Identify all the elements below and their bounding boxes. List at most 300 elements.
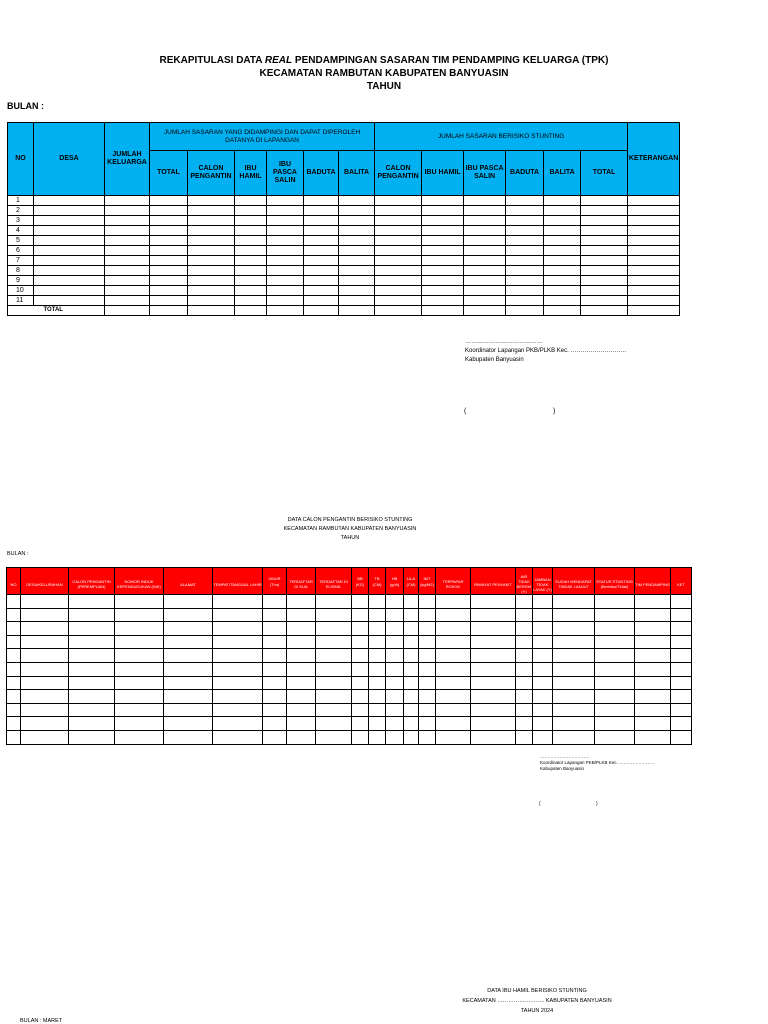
header-label: TERPAPAR ROKOK: [442, 579, 464, 589]
table-cell: [213, 608, 263, 622]
table-cell: [581, 196, 628, 206]
table-cell: [164, 676, 213, 690]
table-row: [8, 256, 680, 266]
header-no: NO: [8, 123, 34, 196]
table-cell: [544, 286, 581, 296]
table-cell: [581, 306, 628, 316]
table-cell: [316, 608, 352, 622]
header-group-didampingi: JUMLAH SASARAN YANG DIDAMPINGI DAN DAPAT DIPEROLEH DATANYA DI LAPANGAN: [150, 123, 375, 151]
header-cell: [595, 568, 635, 595]
table-cell: [8, 306, 34, 316]
table-cell: [375, 226, 422, 236]
table-row: [8, 216, 680, 226]
table-cell: [635, 608, 671, 622]
table-cell: [115, 622, 164, 636]
table-cell: [404, 676, 419, 690]
table-cell: [188, 196, 235, 206]
table-cell: [263, 649, 287, 663]
table-cell: [150, 236, 188, 246]
table-cell: [235, 236, 267, 246]
row-number: 10: [8, 286, 34, 296]
table-cell: [21, 635, 69, 649]
table-cell: [404, 703, 419, 717]
table-cell: [553, 622, 595, 636]
table-cell: [304, 306, 339, 316]
table-cell: [419, 730, 436, 744]
table-cell: [287, 608, 316, 622]
table-cell: [464, 216, 506, 226]
table-cell: [21, 622, 69, 636]
table-cell: [516, 676, 533, 690]
table-cell: [34, 246, 105, 256]
table-cell: [339, 236, 375, 246]
table-cell: [595, 622, 635, 636]
table-cell: [671, 635, 692, 649]
table-cell: [69, 635, 115, 649]
table-cell: [422, 296, 464, 306]
total-label: TOTAL: [34, 306, 105, 316]
table-cell: [352, 690, 369, 704]
table-cell: [339, 256, 375, 266]
table-cell: [304, 196, 339, 206]
table-cell: [188, 206, 235, 216]
table-cell: [533, 622, 553, 636]
table-cell: [235, 286, 267, 296]
table-cell: [375, 256, 422, 266]
table-cell: [34, 256, 105, 266]
table-cell: [544, 246, 581, 256]
header-label: TERDAFTAR DI KUA: [289, 579, 313, 589]
header-cell: [553, 568, 595, 595]
table-cell: [628, 296, 680, 306]
table-cell: [544, 206, 581, 216]
header-label: KET: [677, 581, 685, 587]
table-cell: [188, 236, 235, 246]
table-cell: [69, 717, 115, 731]
header-cell: [635, 568, 671, 595]
table-cell: [164, 622, 213, 636]
table-cell: [386, 676, 404, 690]
table-cell: [628, 236, 680, 246]
table-cell: [635, 662, 671, 676]
table-cell: [581, 276, 628, 286]
table-cell: [7, 676, 21, 690]
table-cell: [213, 717, 263, 731]
table-cell: [263, 676, 287, 690]
table-cell: [386, 730, 404, 744]
table-cell: [422, 226, 464, 236]
table-cell: [516, 622, 533, 636]
table-cell: [105, 246, 150, 256]
table-cell: [267, 306, 304, 316]
table-cell: [628, 216, 680, 226]
table-row: [8, 196, 680, 206]
table-cell: [369, 703, 386, 717]
signature-paren-open: (: [464, 408, 467, 415]
row-number: 1: [8, 196, 34, 206]
row-number: 4: [8, 226, 34, 236]
table-cell: [115, 703, 164, 717]
table-cell: [506, 226, 544, 236]
table-cell: [635, 690, 671, 704]
header-cell: [533, 568, 553, 595]
table-cell: [105, 226, 150, 236]
table-cell: [164, 608, 213, 622]
table-cell: [69, 703, 115, 717]
table-cell: [628, 276, 680, 286]
table-cell: [628, 206, 680, 216]
table-cell: [581, 256, 628, 266]
header-top-label: TB: [374, 575, 380, 581]
table-cell: [553, 690, 595, 704]
table-cell: [506, 286, 544, 296]
table-cell: [581, 226, 628, 236]
table-cell: [595, 703, 635, 717]
table-cell: [164, 690, 213, 704]
header-cell: [69, 568, 115, 595]
table-cell: [213, 662, 263, 676]
table-row: [7, 717, 692, 731]
table-cell: [581, 246, 628, 256]
table-cell: [287, 676, 316, 690]
table-cell: [105, 216, 150, 226]
header-label: TIM PENDAMPING: [635, 581, 670, 587]
table-cell: [369, 717, 386, 731]
table-cell: [213, 703, 263, 717]
table-cell: [164, 662, 213, 676]
table-cell: [464, 276, 506, 286]
row-number: 9: [8, 276, 34, 286]
table-cell: [287, 622, 316, 636]
table-cell: [581, 266, 628, 276]
table-cell: [164, 730, 213, 744]
table-cell: [267, 226, 304, 236]
table-cell: [105, 196, 150, 206]
table-cell: [375, 296, 422, 306]
table-cell: [69, 730, 115, 744]
table-cell: [69, 608, 115, 622]
table-cell: [628, 246, 680, 256]
table-cell: [115, 690, 164, 704]
table-cell: [369, 730, 386, 744]
header-top-label: UMUR: [268, 575, 281, 581]
title-part: REKAPITULASI DATA: [159, 55, 265, 66]
table-cell: [287, 730, 316, 744]
table-cell: [105, 256, 150, 266]
table-cell: [115, 635, 164, 649]
table-cell: [115, 595, 164, 609]
table-cell: [628, 266, 680, 276]
table-cell: [628, 226, 680, 236]
table-cell: [287, 595, 316, 609]
report2-title-line1: DATA CALON PENGANTIN BERISIKO STUNTING: [287, 517, 413, 523]
row-number: 8: [8, 266, 34, 276]
table-cell: [516, 608, 533, 622]
table-cell: [69, 649, 115, 663]
table-cell: [7, 622, 21, 636]
table-cell: [436, 635, 471, 649]
header-label: (CM): [406, 581, 416, 587]
title-emphasis: REAL: [264, 55, 293, 66]
table-cell: [34, 196, 105, 206]
table-cell: [386, 662, 404, 676]
table-cell: [436, 595, 471, 609]
table-cell: [164, 649, 213, 663]
table-cell: [544, 296, 581, 306]
table-cell: [188, 226, 235, 236]
table-cell: [506, 216, 544, 226]
report2-table: [6, 567, 692, 745]
table-cell: [533, 649, 553, 663]
report1-title-line1: [0, 54, 768, 67]
table-cell: [164, 595, 213, 609]
table-cell: [422, 256, 464, 266]
table-cell: [287, 635, 316, 649]
report3-title: [387, 986, 687, 1016]
table-cell: [553, 717, 595, 731]
table-cell: [150, 216, 188, 226]
table-cell: [471, 730, 516, 744]
table-cell: [115, 608, 164, 622]
header-cell: [213, 568, 263, 595]
table-cell: [595, 676, 635, 690]
table-cell: [436, 717, 471, 731]
table-cell: [352, 676, 369, 690]
table-cell: [464, 306, 506, 316]
table-cell: [316, 690, 352, 704]
table-cell: [188, 296, 235, 306]
table-cell: [464, 286, 506, 296]
report2-bulan-label: BULAN :: [7, 551, 29, 557]
table-cell: [671, 676, 692, 690]
table-cell: [516, 690, 533, 704]
table-cell: [422, 266, 464, 276]
table-cell: [419, 635, 436, 649]
header-label: TERDAFTAR DI ELSIMIL: [319, 579, 348, 589]
signature-regency: Kabupaten Banyuasin: [540, 766, 585, 771]
table-cell: [533, 608, 553, 622]
table-cell: [404, 662, 419, 676]
table-cell: [164, 717, 213, 731]
table-cell: [105, 236, 150, 246]
header-jumlah-keluarga: JUMLAH KELUARGA: [105, 123, 150, 196]
table-cell: [316, 676, 352, 690]
table-cell: [533, 717, 553, 731]
table-cell: [581, 206, 628, 216]
table-cell: [436, 690, 471, 704]
report2-signature: [540, 754, 655, 772]
table-cell: [21, 717, 69, 731]
header-cell: [352, 568, 369, 595]
table-cell: [386, 608, 404, 622]
table-cell: [105, 206, 150, 216]
header-cell: [287, 568, 316, 595]
table-cell: [34, 206, 105, 216]
table-cell: [7, 635, 21, 649]
header-g1-ibu-hamil: IBU HAMIL: [235, 151, 267, 196]
table-cell: [471, 717, 516, 731]
table-cell: [69, 595, 115, 609]
table-cell: [316, 717, 352, 731]
table-cell: [213, 690, 263, 704]
table-cell: [304, 296, 339, 306]
table-cell: [339, 196, 375, 206]
table-cell: [436, 662, 471, 676]
header-cell: [516, 568, 533, 595]
header-label: (g/dl): [389, 581, 400, 587]
table-cell: [635, 622, 671, 636]
table-cell: [422, 236, 464, 246]
header-label: TEMPAT/TANGGAL LAHIR: [213, 581, 262, 587]
table-cell: [419, 595, 436, 609]
table-cell: [464, 226, 506, 236]
row-number: 11: [8, 296, 34, 306]
header-g2-ibu-pasca-salin: IBU PASCA SALIN: [464, 151, 506, 196]
table-cell: [671, 622, 692, 636]
table-cell: [150, 296, 188, 306]
header-cell: [316, 568, 352, 595]
table-cell: [150, 256, 188, 266]
table-cell: [544, 196, 581, 206]
table-row: [7, 595, 692, 609]
table-cell: [316, 730, 352, 744]
table-cell: [150, 206, 188, 216]
header-label: RIWAYAT PENYAKIT: [474, 581, 512, 587]
table-row: [8, 246, 680, 256]
table-cell: [304, 226, 339, 236]
table-cell: [304, 276, 339, 286]
report1-title: [0, 54, 768, 93]
header-cell: [436, 568, 471, 595]
table-cell: [422, 216, 464, 226]
report2-title-line3: TAHUN: [340, 535, 360, 541]
table-cell: [595, 649, 635, 663]
header-label: AIR TIDAK BERSIH (Y): [516, 574, 532, 594]
table-cell: [553, 649, 595, 663]
header-label: (kg/M2): [420, 581, 434, 587]
table-cell: [287, 662, 316, 676]
table-cell: [369, 595, 386, 609]
table-cell: [21, 608, 69, 622]
table-row: [8, 296, 680, 306]
table-cell: [304, 286, 339, 296]
table-cell: [267, 236, 304, 246]
table-cell: [267, 276, 304, 286]
table-cell: [516, 635, 533, 649]
header-cell: [369, 568, 386, 595]
table-row: [8, 286, 680, 296]
table-cell: [188, 276, 235, 286]
table-cell: [386, 717, 404, 731]
table-row: [7, 662, 692, 676]
header-g1-calon-pengantin: CALON PENGANTIN: [188, 151, 235, 196]
table-cell: [506, 246, 544, 256]
table-cell: [352, 662, 369, 676]
header-g2-baduta: BADUTA: [506, 151, 544, 196]
signature-dots: …………………………………: [465, 339, 543, 345]
table-row: [8, 276, 680, 286]
report1-table: [7, 122, 680, 316]
table-cell: [34, 296, 105, 306]
table-cell: [404, 730, 419, 744]
table-cell: [7, 730, 21, 744]
table-cell: [150, 306, 188, 316]
table-cell: [316, 635, 352, 649]
table-cell: [21, 649, 69, 663]
signature-coordinator: Koordinator Lapangan PKB/PLKB Kec. ……………………….: [465, 348, 627, 354]
table-row: [8, 226, 680, 236]
table-cell: [69, 622, 115, 636]
table-cell: [316, 595, 352, 609]
table-cell: [386, 690, 404, 704]
header-cell: [7, 568, 21, 595]
table-cell: [375, 286, 422, 296]
table-cell: [7, 690, 21, 704]
table-cell: [422, 276, 464, 286]
table-cell: [635, 649, 671, 663]
table-cell: [516, 717, 533, 731]
header-keterangan: KETERANGAN: [628, 123, 680, 196]
header-cell: [471, 568, 516, 595]
table-cell: [339, 306, 375, 316]
table-cell: [304, 256, 339, 266]
report3-title-line1: DATA IBU HAMIL BERISIKO STUNTING: [487, 988, 587, 994]
table-cell: [533, 690, 553, 704]
header-cell: [404, 568, 419, 595]
table-cell: [506, 296, 544, 306]
table-cell: [316, 662, 352, 676]
table-cell: [404, 595, 419, 609]
table-cell: [671, 662, 692, 676]
header-label: (CM): [372, 581, 382, 587]
table-cell: [164, 635, 213, 649]
row-number: 3: [8, 216, 34, 226]
table-cell: [267, 206, 304, 216]
table-cell: [419, 690, 436, 704]
table-cell: [369, 662, 386, 676]
table-cell: [471, 608, 516, 622]
table-cell: [464, 206, 506, 216]
table-cell: [422, 246, 464, 256]
table-cell: [7, 703, 21, 717]
row-number: 5: [8, 236, 34, 246]
report3-title-line3: TAHUN 2024: [520, 1008, 554, 1014]
table-cell: [544, 256, 581, 266]
table-cell: [287, 690, 316, 704]
table-row: [7, 730, 692, 744]
header-g2-balita: BALITA: [544, 151, 581, 196]
table-cell: [628, 286, 680, 296]
table-cell: [419, 717, 436, 731]
table-cell: [235, 276, 267, 286]
table-cell: [471, 635, 516, 649]
table-cell: [544, 306, 581, 316]
table-cell: [375, 196, 422, 206]
row-number: 2: [8, 206, 34, 216]
signature-paren-close: ): [596, 801, 598, 807]
report3-bulan-label: BULAN : MARET: [20, 1018, 63, 1024]
table-cell: [115, 649, 164, 663]
table-cell: [34, 236, 105, 246]
table-cell: [595, 635, 635, 649]
table-cell: [375, 306, 422, 316]
table-cell: [115, 676, 164, 690]
table-cell: [263, 662, 287, 676]
table-cell: [304, 246, 339, 256]
table-cell: [267, 216, 304, 226]
table-cell: [516, 703, 533, 717]
table-cell: [213, 595, 263, 609]
